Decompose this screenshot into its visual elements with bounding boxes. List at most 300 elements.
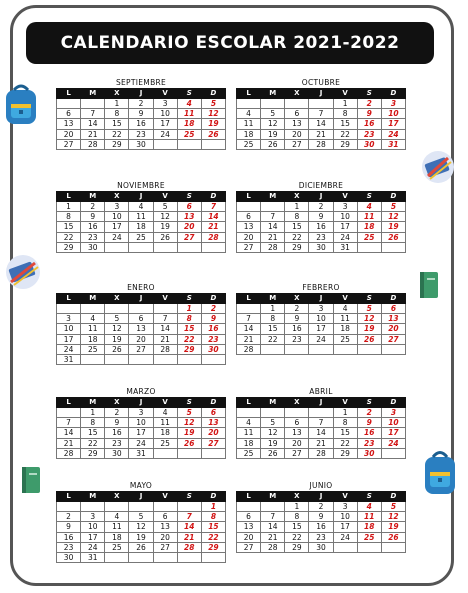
day-cell: 31: [129, 448, 153, 458]
weekday-header: D: [201, 89, 225, 99]
weekday-header: D: [201, 192, 225, 202]
day-cell: 25: [177, 129, 201, 139]
day-cell: 21: [261, 532, 285, 542]
day-cell: 10: [153, 109, 177, 119]
day-cell: 3: [153, 99, 177, 109]
weekday-header: M: [81, 492, 105, 502]
weekday-header: D: [201, 492, 225, 502]
day-cell: [153, 448, 177, 458]
day-cell: 15: [333, 119, 357, 129]
day-cell: 11: [177, 109, 201, 119]
day-cell: 13: [177, 212, 201, 222]
day-cell: 28: [261, 242, 285, 252]
day-cell: 7: [153, 314, 177, 324]
weekday-header: X: [105, 492, 129, 502]
weekday-header: S: [357, 89, 381, 99]
day-cell: 5: [261, 109, 285, 119]
day-cell: 23: [129, 129, 153, 139]
day-cell: 22: [285, 232, 309, 242]
day-cell: 6: [237, 212, 261, 222]
weekday-header: M: [261, 192, 285, 202]
day-cell: [81, 304, 105, 314]
day-cell: [129, 304, 153, 314]
page-title: CALENDARIO ESCOLAR 2021-2022: [26, 22, 434, 64]
day-cell: 4: [333, 304, 357, 314]
day-cell: 18: [105, 532, 129, 542]
month-name: ENERO: [127, 283, 155, 292]
day-cell: 23: [357, 438, 381, 448]
month-table: [236, 293, 406, 355]
day-cell: 3: [333, 202, 357, 212]
day-cell: 23: [105, 438, 129, 448]
week-row: [237, 418, 406, 428]
week-row: [57, 324, 226, 334]
day-cell: 27: [285, 139, 309, 149]
day-cell: 16: [81, 222, 105, 232]
day-cell: 7: [201, 202, 225, 212]
day-cell: [381, 242, 405, 252]
day-cell: [237, 408, 261, 418]
day-cell: 6: [285, 418, 309, 428]
day-cell: [261, 99, 285, 109]
weekday-header: L: [237, 294, 261, 304]
day-cell: 16: [57, 532, 81, 542]
month-table: [56, 191, 226, 253]
notebook-icon: [416, 270, 442, 300]
day-cell: 11: [357, 512, 381, 522]
day-cell: [201, 354, 225, 364]
week-row: [237, 119, 406, 129]
day-cell: 16: [201, 324, 225, 334]
day-cell: 24: [333, 532, 357, 542]
day-cell: 26: [153, 232, 177, 242]
weekday-header: S: [177, 89, 201, 99]
day-cell: 19: [129, 532, 153, 542]
day-cell: 24: [381, 129, 405, 139]
day-cell: 10: [333, 212, 357, 222]
month-table: [236, 191, 406, 253]
week-row: [57, 408, 226, 418]
week-row: [237, 502, 406, 512]
day-cell: 4: [237, 109, 261, 119]
day-cell: 20: [285, 438, 309, 448]
day-cell: 11: [81, 324, 105, 334]
week-row: [57, 344, 226, 354]
day-cell: 28: [177, 542, 201, 552]
week-row: [237, 99, 406, 109]
weekday-header: S: [177, 398, 201, 408]
weekday-header: D: [381, 89, 405, 99]
day-cell: 27: [201, 438, 225, 448]
day-cell: 9: [201, 314, 225, 324]
day-cell: 17: [105, 222, 129, 232]
week-row: [237, 222, 406, 232]
weekday-header: M: [81, 398, 105, 408]
day-cell: 12: [177, 418, 201, 428]
day-cell: 7: [309, 109, 333, 119]
day-cell: 11: [129, 212, 153, 222]
day-cell: [237, 99, 261, 109]
day-cell: 10: [309, 314, 333, 324]
day-cell: 8: [201, 512, 225, 522]
day-cell: 7: [177, 512, 201, 522]
day-cell: 12: [201, 109, 225, 119]
week-row: [237, 242, 406, 252]
day-cell: [81, 99, 105, 109]
weekday-header: S: [177, 294, 201, 304]
day-cell: 3: [57, 314, 81, 324]
day-cell: 21: [153, 334, 177, 344]
day-cell: 25: [237, 448, 261, 458]
month-block: [236, 283, 406, 355]
day-cell: [105, 242, 129, 252]
day-cell: 18: [357, 222, 381, 232]
day-cell: 26: [201, 129, 225, 139]
day-cell: 23: [57, 542, 81, 552]
day-cell: 20: [285, 129, 309, 139]
weekday-header: V: [153, 192, 177, 202]
day-cell: 9: [357, 418, 381, 428]
day-cell: [201, 139, 225, 149]
day-cell: 8: [333, 109, 357, 119]
day-cell: 22: [285, 532, 309, 542]
day-cell: 2: [309, 502, 333, 512]
day-cell: 18: [237, 129, 261, 139]
week-row: [237, 304, 406, 314]
day-cell: 11: [357, 212, 381, 222]
day-cell: [129, 242, 153, 252]
day-cell: 2: [105, 408, 129, 418]
day-cell: 10: [333, 512, 357, 522]
weekday-header: V: [333, 192, 357, 202]
day-cell: 4: [105, 512, 129, 522]
week-row: [57, 502, 226, 512]
month-name: FEBRERO: [302, 283, 340, 292]
day-cell: [261, 202, 285, 212]
day-cell: 29: [333, 139, 357, 149]
day-cell: 19: [261, 129, 285, 139]
day-cell: 8: [285, 212, 309, 222]
day-cell: 7: [261, 512, 285, 522]
day-cell: [81, 502, 105, 512]
day-cell: 16: [309, 522, 333, 532]
day-cell: 25: [129, 232, 153, 242]
day-cell: 3: [381, 408, 405, 418]
day-cell: 29: [285, 542, 309, 552]
day-cell: 25: [357, 532, 381, 542]
day-cell: 19: [153, 222, 177, 232]
day-cell: 26: [261, 448, 285, 458]
weekday-header: L: [237, 192, 261, 202]
weekday-header: D: [381, 294, 405, 304]
day-cell: [153, 242, 177, 252]
day-cell: 1: [57, 202, 81, 212]
day-cell: 17: [129, 428, 153, 438]
day-cell: 30: [57, 552, 81, 562]
day-cell: 20: [57, 129, 81, 139]
day-cell: [201, 448, 225, 458]
day-cell: 3: [105, 202, 129, 212]
month-block: [236, 78, 406, 150]
day-cell: [153, 354, 177, 364]
day-cell: 20: [201, 428, 225, 438]
day-cell: 18: [177, 119, 201, 129]
weekday-header: M: [261, 89, 285, 99]
month-name: MARZO: [126, 387, 156, 396]
day-cell: 28: [153, 344, 177, 354]
week-row: [57, 552, 226, 562]
week-row: [237, 334, 406, 344]
weekday-header: L: [57, 294, 81, 304]
day-cell: 20: [177, 222, 201, 232]
day-cell: [261, 408, 285, 418]
day-cell: 20: [381, 324, 405, 334]
day-cell: [177, 242, 201, 252]
week-row: [237, 129, 406, 139]
week-row: [57, 222, 226, 232]
day-cell: 16: [285, 324, 309, 334]
day-cell: 5: [261, 418, 285, 428]
day-cell: 25: [333, 334, 357, 344]
day-cell: 5: [381, 502, 405, 512]
day-cell: 26: [381, 532, 405, 542]
day-cell: [309, 344, 333, 354]
day-cell: 15: [285, 222, 309, 232]
day-cell: 22: [57, 232, 81, 242]
day-cell: 1: [81, 408, 105, 418]
weekday-header: V: [333, 492, 357, 502]
day-cell: 4: [357, 502, 381, 512]
day-cell: 30: [201, 344, 225, 354]
month-table: [56, 397, 226, 459]
day-cell: 21: [57, 438, 81, 448]
day-cell: [129, 552, 153, 562]
pencils-icon: [418, 150, 458, 184]
day-cell: 10: [105, 212, 129, 222]
month-name: OCTUBRE: [301, 78, 341, 87]
day-cell: 9: [309, 212, 333, 222]
day-cell: 6: [153, 512, 177, 522]
weekday-header: J: [309, 294, 333, 304]
day-cell: [57, 99, 81, 109]
day-cell: 11: [153, 418, 177, 428]
week-row: [237, 428, 406, 438]
day-cell: 23: [201, 334, 225, 344]
weekday-header: M: [261, 294, 285, 304]
week-row: [57, 418, 226, 428]
week-row: [237, 324, 406, 334]
day-cell: 29: [177, 344, 201, 354]
day-cell: 18: [237, 438, 261, 448]
day-cell: 16: [357, 428, 381, 438]
day-cell: [105, 502, 129, 512]
day-cell: [57, 304, 81, 314]
month-block: [236, 181, 406, 253]
weekday-header: D: [201, 398, 225, 408]
day-cell: 6: [201, 408, 225, 418]
day-cell: 14: [261, 522, 285, 532]
day-cell: [285, 408, 309, 418]
day-cell: 23: [309, 232, 333, 242]
weekday-header: S: [177, 492, 201, 502]
day-cell: [261, 344, 285, 354]
weekday-header: L: [57, 89, 81, 99]
day-cell: 4: [357, 202, 381, 212]
day-cell: 16: [309, 222, 333, 232]
day-cell: 17: [309, 324, 333, 334]
day-cell: 12: [381, 212, 405, 222]
weekday-header: D: [381, 492, 405, 502]
day-cell: 24: [57, 344, 81, 354]
week-row: [237, 522, 406, 532]
day-cell: [153, 502, 177, 512]
day-cell: [177, 552, 201, 562]
day-cell: 26: [105, 344, 129, 354]
day-cell: 13: [285, 428, 309, 438]
day-cell: 4: [153, 408, 177, 418]
day-cell: 19: [381, 522, 405, 532]
weekday-header: V: [333, 294, 357, 304]
weekday-header: S: [357, 294, 381, 304]
week-row: [237, 408, 406, 418]
day-cell: 28: [237, 344, 261, 354]
day-cell: [285, 99, 309, 109]
day-cell: 2: [57, 512, 81, 522]
day-cell: 15: [201, 522, 225, 532]
week-row: [237, 212, 406, 222]
week-row: [57, 202, 226, 212]
day-cell: [177, 139, 201, 149]
day-cell: [285, 344, 309, 354]
weekday-header: J: [129, 192, 153, 202]
weekday-header: V: [153, 294, 177, 304]
day-cell: 8: [333, 418, 357, 428]
week-row: [57, 522, 226, 532]
week-row: [57, 542, 226, 552]
day-cell: 1: [261, 304, 285, 314]
day-cell: 22: [105, 129, 129, 139]
day-cell: [177, 502, 201, 512]
week-row: [57, 314, 226, 324]
day-cell: 30: [357, 139, 381, 149]
day-cell: 6: [237, 512, 261, 522]
week-row: [237, 139, 406, 149]
day-cell: 1: [105, 99, 129, 109]
day-cell: 10: [129, 418, 153, 428]
day-cell: 4: [81, 314, 105, 324]
day-cell: 7: [81, 109, 105, 119]
day-cell: 21: [201, 222, 225, 232]
day-cell: 8: [81, 418, 105, 428]
day-cell: 14: [309, 428, 333, 438]
week-row: [57, 242, 226, 252]
day-cell: 12: [381, 512, 405, 522]
weekday-header: J: [129, 294, 153, 304]
day-cell: 15: [81, 428, 105, 438]
day-cell: 26: [129, 542, 153, 552]
day-cell: 18: [129, 222, 153, 232]
day-cell: 23: [357, 129, 381, 139]
day-cell: 27: [237, 542, 261, 552]
weekday-header: L: [57, 398, 81, 408]
week-row: [57, 119, 226, 129]
week-row: [57, 129, 226, 139]
day-cell: 13: [237, 522, 261, 532]
day-cell: 17: [333, 522, 357, 532]
day-cell: 19: [261, 438, 285, 448]
day-cell: 8: [57, 212, 81, 222]
day-cell: 1: [177, 304, 201, 314]
backpack-icon: [420, 448, 460, 496]
weekday-header: J: [129, 89, 153, 99]
month-name: SEPTIEMBRE: [115, 78, 167, 87]
day-cell: 14: [201, 212, 225, 222]
weekday-header: D: [201, 294, 225, 304]
day-cell: 24: [333, 232, 357, 242]
day-cell: 20: [237, 232, 261, 242]
day-cell: 1: [285, 502, 309, 512]
day-cell: 29: [201, 542, 225, 552]
day-cell: 29: [333, 448, 357, 458]
day-cell: 25: [105, 542, 129, 552]
day-cell: 13: [153, 522, 177, 532]
day-cell: 24: [153, 129, 177, 139]
day-cell: 28: [309, 139, 333, 149]
day-cell: 14: [261, 222, 285, 232]
week-row: [57, 212, 226, 222]
weekday-header: L: [237, 89, 261, 99]
day-cell: 6: [285, 109, 309, 119]
weekday-header: L: [57, 492, 81, 502]
week-row: [57, 512, 226, 522]
day-cell: 21: [81, 129, 105, 139]
day-cell: 1: [333, 408, 357, 418]
day-cell: 27: [381, 334, 405, 344]
day-cell: 3: [381, 99, 405, 109]
day-cell: 19: [357, 324, 381, 334]
day-cell: [357, 344, 381, 354]
day-cell: 13: [381, 314, 405, 324]
day-cell: 23: [309, 532, 333, 542]
weekday-header: L: [237, 398, 261, 408]
day-cell: 12: [357, 314, 381, 324]
day-cell: 10: [57, 324, 81, 334]
day-cell: 9: [81, 212, 105, 222]
weekday-header: V: [333, 89, 357, 99]
day-cell: [153, 552, 177, 562]
month-block: [56, 283, 226, 365]
day-cell: [129, 502, 153, 512]
day-cell: 17: [153, 119, 177, 129]
day-cell: 7: [57, 418, 81, 428]
day-cell: 15: [261, 324, 285, 334]
day-cell: 12: [261, 119, 285, 129]
day-cell: 26: [381, 232, 405, 242]
week-row: [57, 304, 226, 314]
month-table: [236, 397, 406, 459]
day-cell: 6: [129, 314, 153, 324]
day-cell: [333, 542, 357, 552]
day-cell: 21: [237, 334, 261, 344]
day-cell: [309, 99, 333, 109]
day-cell: 12: [129, 522, 153, 532]
month-block: [56, 181, 226, 253]
day-cell: 13: [57, 119, 81, 129]
weekday-header: X: [105, 294, 129, 304]
day-cell: 8: [177, 314, 201, 324]
weekday-header: V: [153, 398, 177, 408]
day-cell: 4: [177, 99, 201, 109]
